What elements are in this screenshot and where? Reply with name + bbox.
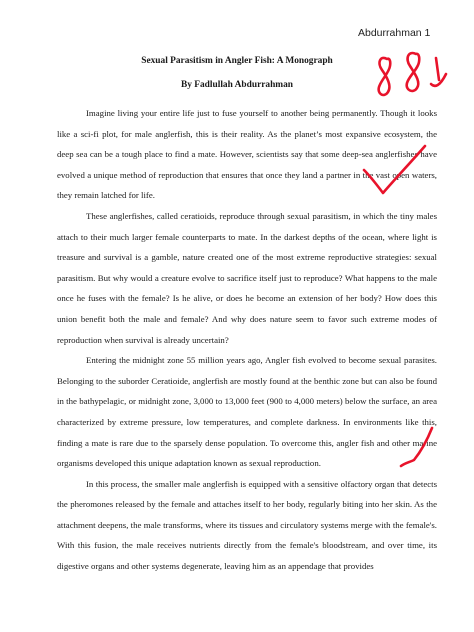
document-body — [57, 103, 437, 577]
paragraph-3: Entering the midnight zone 55 million years ago, Angler fish evolved to become sexual parasites. Belonging to the suborder Ceratioide, anglerfish are mostly found at the benthic zone but can also be found in the bathypelagic, or midnight zone, 3,000 to 13,000 feet (900 to 4,000 meters) below the surface, an area characterized by extreme pressure, low temperatures, and complete darkness. In environments like this, finding a mate is rare due to the sparsely dense population. To overcome this, angler fish and other marine organisms developed this unique adaptation known as sexual reproduction. — [57, 355, 437, 469]
document-byline: By Fadlullah Abdurrahman — [180, 80, 293, 90]
running-header: Abdurrahman 1 — [358, 27, 431, 39]
paragraph-2: These anglerfishes, called ceratioids, reproduce through sexual parasitism, in which the tiny males attach to their much larger female counterparts to mate. In the darkest depths of the ocean, where light is treasure and survival is a gamble, nature created one of the most extreme reproductive strategies: sexual parasitism. But why would a creature evolve to sacrifice itself just to reproduce? What happens to the male once he fuses with the female? Is he alive, or does he become an extension of her body? How does this union benefit both the male and female? And why does nature seem to favor such extreme modes of reproduction when survival is already uncertain? — [57, 210, 437, 345]
document-title: Sexual Parasitism in Angler Fish: A Monograph — [141, 56, 333, 66]
paragraph-4: In this process, the smaller male anglerfish is equipped with a sensitive olfactory organ that detects the pheromones released by the female and attaches itself to her body, regularly biting into her skin. As the attachment deepens, the male transforms, where its tissues and circulatory systems merge with the female's. With this fusion, the male receives nutrients directly from the female's bloodstream, and over time, its digestive organs and other systems degenerate, leaving him as an appendage that provides — [57, 478, 437, 572]
paragraph-1: Imagine living your entire life just to fuse yourself to another being permanently. Though it looks like a sci-fi plot, for male anglerfish, this is their reality. As the planet’s most expansive ecosystem, the deep sea can be a tough place to find a mate. However, scientists say that some deep-sea anglerfishes have evolved a unique method of reproduction that ensures that once they land a partner in the vast open waters, they remain latched for life. — [57, 108, 437, 201]
